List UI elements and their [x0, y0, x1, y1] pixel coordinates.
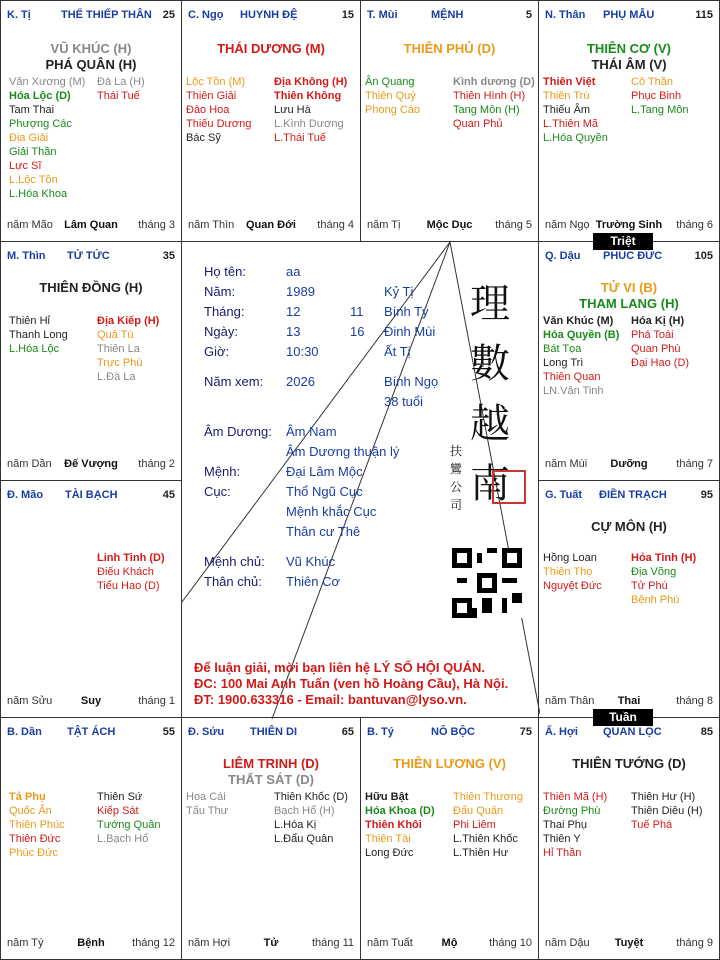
palace-text: Mộ [441, 937, 458, 949]
star-name: Trực Phù [97, 357, 143, 369]
palace-text: tháng 7 [676, 458, 713, 470]
star-name: Phá Toái [631, 329, 674, 341]
palace-text: Họ tên: [204, 264, 246, 279]
star-name: Tang Môn (H) [453, 104, 520, 116]
star-name: Phong Cáo [365, 104, 421, 116]
palace-mui[interactable] [360, 0, 539, 242]
palace-text: 16 [350, 324, 365, 339]
star-name: Bác Sỹ [186, 132, 221, 144]
star-name: Thiên Y [543, 833, 581, 845]
palace-text: tháng 3 [138, 219, 175, 231]
palace-text: Mệnh: [204, 464, 241, 479]
star-name: Hóa Quyền (B) [543, 329, 620, 341]
star-name: Hỉ Thần [543, 847, 582, 859]
palace-text: năm Tị [367, 219, 401, 231]
star-name: Long Đức [365, 847, 414, 859]
palace-text: Đ. Sửu [188, 726, 225, 738]
palace-text [631, 790, 703, 832]
star-name: Hoa Cái [186, 791, 226, 803]
star-name: L.Tang Môn [631, 104, 689, 116]
palace-text: Mệnh khắc Cục [286, 504, 377, 519]
palace-text [274, 75, 347, 145]
palace-text: Đại Lâm Mộc [286, 464, 363, 479]
palace-text: Tháng: [204, 304, 245, 319]
palace-text [186, 75, 251, 145]
star-name: Tấu Thư [186, 805, 229, 817]
palace-text: Bính Ngọ [384, 374, 439, 389]
palace-age: 25 [162, 9, 175, 21]
star-name: Tuế Phá [631, 819, 673, 831]
palace-text: năm Thìn [188, 219, 235, 231]
red-seal-icon [492, 470, 526, 504]
star-name: Thiên Thọ [543, 566, 593, 578]
star-name: Thiên Việt [543, 76, 596, 88]
palace-text: 5 [525, 9, 532, 21]
star-name: Thiên Quan [543, 371, 601, 383]
palace-text: năm Mùi [545, 458, 588, 470]
palace-text [543, 790, 607, 860]
palace-text: MỆNH [431, 9, 464, 21]
palace-suu[interactable] [181, 717, 361, 960]
palace-text: 2026 [286, 374, 315, 389]
star-name: Lộc Tồn (M) [186, 76, 246, 88]
star-name: Văn Xương (M) [9, 76, 86, 88]
palace-text: C. Ngọ [188, 9, 224, 21]
calligraphy-char: 南 [470, 461, 510, 507]
star-name: Tử Phù [631, 580, 668, 592]
star-name: L.Thái Tuế [274, 132, 326, 144]
star-name: Ân Quang [365, 76, 415, 88]
star-name: Hóa Kị (H) [631, 315, 685, 327]
palace-text: THIÊN PHỦ (D) [403, 41, 496, 56]
palace-text: Đ. Mão [7, 489, 44, 501]
star-name: Thanh Long [9, 329, 68, 341]
palace-text: Thân chủ: [204, 574, 262, 589]
palace-text: Ấ. Hợi [545, 726, 578, 738]
palace-text: THIÊN LƯƠNG (V) [393, 756, 506, 771]
palace-ngo[interactable] [181, 0, 361, 242]
palace-than[interactable] [538, 0, 720, 242]
palace-text: năm Mão [7, 219, 53, 231]
minor-stars-right [97, 75, 145, 103]
palace-text: THIÊN ĐỒNG (H) [39, 280, 143, 295]
palace-text: năm Dậu [545, 937, 590, 949]
star-name: Đại Hao (D) [631, 357, 690, 369]
palace-text: Q. Dậu [545, 250, 581, 262]
star-name: L.Thiên Hư [453, 847, 509, 859]
star-name: Thiên Thương [453, 791, 524, 803]
palace-text: Kỷ Tị [384, 284, 414, 299]
palace-text: CỰ MÔN (H) [591, 519, 667, 534]
palace-text [453, 75, 535, 131]
star-name: Tiểu Hao (D) [97, 580, 160, 592]
star-name: L.Hóa Quyền [543, 132, 608, 144]
palace-text [453, 790, 523, 860]
star-name: Thiếu Dương [186, 118, 252, 130]
palace-text: Suy [80, 695, 102, 707]
star-name: Thiên Hỉ [9, 315, 50, 327]
star-name: L.Lộc Tồn [9, 174, 58, 186]
palace-tuat[interactable] [538, 480, 720, 718]
palace-text [274, 790, 348, 846]
palace-text: Vũ Khúc [286, 554, 336, 569]
palace-text: NÔ BỘC [431, 726, 475, 738]
star-name: Linh Tinh (D) [97, 552, 165, 564]
star-name: Thiên Tài [365, 833, 411, 845]
palace-text: Thân cư Thê [286, 524, 361, 539]
palace-text: Mộc Dục [426, 219, 473, 231]
star-name: Đẩu Quân [453, 805, 504, 817]
star-name: Phục Binh [631, 90, 682, 102]
calligraphy-char: 理 [470, 281, 510, 327]
palace-text: THIÊN DI [250, 726, 298, 738]
palace-text: TỬ TỨC [67, 250, 110, 262]
palace-thin[interactable] [0, 241, 182, 481]
star-name: Lực Sĩ [9, 160, 42, 172]
palace-text: tháng 1 [138, 695, 175, 707]
star-name: L.Đẩu Quân [274, 833, 334, 845]
palace-text [9, 790, 65, 860]
star-name: Bạch Hổ (H) [274, 805, 335, 817]
palace-text: Tuyệt [614, 937, 644, 949]
palace-text: Năm: [204, 284, 236, 299]
star-name: Bát Tọa [543, 343, 582, 355]
palace-text [543, 314, 619, 398]
palace-text: Trường Sinh [595, 219, 663, 231]
palace-text: tháng 11 [311, 937, 354, 949]
palace-text: THẤT SÁT (D) [228, 772, 314, 787]
star-name: Địa Giải [9, 132, 49, 144]
star-name: Tả Phụ [9, 791, 46, 803]
star-name: Thai Phụ [543, 819, 588, 831]
palace-text: Âm Dương: [204, 424, 272, 439]
star-name: Quốc Ấn [9, 805, 52, 817]
palace-text: 11 [350, 304, 364, 319]
palace-text: 65 [341, 726, 354, 738]
palace-text [97, 790, 161, 846]
palace-text: B. Tý [367, 726, 394, 738]
palace-text: tháng 2 [138, 458, 175, 470]
star-name: Điếu Khách [97, 566, 154, 578]
palace-text: Tử [263, 937, 279, 949]
palace-dau[interactable] [538, 241, 720, 481]
palace-text: năm Tý [7, 937, 44, 949]
star-name: Thiên Mã (H) [543, 791, 608, 803]
palace-ty[interactable] [360, 717, 539, 960]
star-name: Hóa Lộc (D) [9, 90, 71, 102]
palace-text: tháng 6 [676, 219, 713, 231]
star-name: Kình dương (D) [453, 76, 535, 88]
star-name: Nguyệt Đức [543, 580, 602, 592]
palace-text: Âm Dương thuận lý [286, 444, 400, 459]
palace-text: 15 [341, 9, 354, 21]
palace-text: THIÊN TƯỚNG (D) [572, 756, 686, 771]
palace-text: năm Dần [7, 458, 52, 470]
palace-text [9, 314, 68, 356]
palace-text [365, 75, 420, 117]
star-name: Phúc Đức [9, 847, 58, 859]
star-name: LN.Văn Tinh [543, 385, 604, 397]
star-name: L.Đà La [97, 371, 136, 383]
star-name: Thiên Hư (H) [631, 791, 696, 803]
palace-text: THAM LANG (H) [579, 296, 679, 311]
star-name: Hóa Khoa (D) [365, 805, 435, 817]
palace-text: Ngày: [204, 324, 238, 339]
palace-text: Giờ: [204, 344, 230, 359]
contact-phone: ĐT: 1900.633316 - Email: bantuvan@lyso.vn. [194, 692, 467, 707]
star-name: Quan Phù [631, 343, 681, 355]
palace-text: QUAN LỘC [603, 726, 662, 738]
palace-text: PHÚC ĐỨC [603, 250, 663, 262]
palace-text: THÁI ÂM (V) [591, 57, 667, 72]
palace-position: THỂ THIẾP THÂN [61, 9, 152, 21]
palace-text: Thai [617, 695, 641, 707]
palace-text [543, 551, 602, 593]
palace-text: Bính Tý [384, 304, 429, 319]
palace-text: Bệnh [77, 937, 105, 949]
palace-text: tháng 10 [489, 937, 532, 949]
star-name: Thiên Khốc (D) [274, 791, 348, 803]
star-name: L.Hóa Khoa [9, 188, 68, 200]
palace-text: tháng 9 [676, 937, 713, 949]
palace-dan[interactable] [0, 717, 182, 960]
palace-hoi[interactable] [538, 717, 720, 960]
star-name: Hỏa Tinh (H) [631, 552, 697, 564]
palace-text: 95 [700, 489, 713, 501]
palace-text: T. Mùi [367, 9, 398, 21]
star-name: Thiên Phúc [9, 819, 65, 831]
palace-text: Dưỡng [610, 458, 648, 470]
minor-stars-left [9, 75, 85, 201]
palace-text: năm Sửu [7, 695, 53, 707]
star-name: Thiên La [97, 343, 140, 355]
palace-text: 75 [519, 726, 532, 738]
star-name: Thiếu Âm [543, 104, 591, 116]
palace-text: TẬT ÁCH [67, 726, 116, 738]
palace-text [543, 75, 608, 145]
palace-text: Ất Tị [384, 344, 411, 359]
palace-text: năm Ngọ [545, 219, 590, 231]
main-star-1: VŨ KHÚC (H) [50, 41, 132, 56]
palace-text: tháng 12 [132, 937, 175, 949]
tuan-tag: Tuần [593, 709, 653, 726]
palace-text: M. Thìn [7, 250, 46, 262]
palace-text [365, 790, 435, 860]
palace-text: 115 [695, 9, 713, 21]
qr-code-icon[interactable] [452, 548, 522, 618]
palace-text: ĐIỀN TRẠCH [599, 489, 667, 501]
star-name: L.Kình Dương [274, 118, 344, 130]
star-name: Đào Hoa [186, 104, 230, 116]
palace-text: 38 tuổi [384, 394, 424, 409]
star-name: Thiên Không [274, 90, 342, 102]
star-name: Địa Không (H) [274, 76, 348, 88]
star-name: Kiếp Sát [97, 805, 139, 817]
star-name: Thái Tuế [97, 90, 140, 102]
center-info-panel [181, 241, 539, 718]
palace-text: năm Thân [545, 695, 595, 707]
calligraphy-char: 數 [470, 341, 510, 387]
palace-text [186, 790, 228, 818]
star-name: Thiên Đức [9, 833, 61, 845]
palace-text: 45 [162, 489, 175, 501]
palace-text: 12 [286, 304, 301, 319]
palace-text: tháng 8 [676, 695, 713, 707]
star-name: Hồng Loan [543, 552, 597, 564]
star-name: Thiên Hình (H) [453, 90, 526, 102]
palace-text: TỬ VI (B) [600, 280, 658, 295]
palace-mao[interactable] [0, 480, 182, 718]
palace-text: 35 [162, 250, 175, 262]
palace-text: LIÊM TRINH (D) [222, 756, 320, 771]
star-name: Hữu Bật [365, 791, 409, 803]
calligraphy-char: 越 [470, 401, 510, 447]
palace-text [631, 314, 689, 370]
palace-text: tháng 5 [495, 219, 532, 231]
star-name: Long Trì [543, 357, 584, 369]
palace-text: Âm Nam [286, 424, 337, 439]
palace-text: Thổ Ngũ Cục [286, 484, 363, 499]
palace-text: tháng 4 [317, 219, 354, 231]
star-name: Cô Thần [631, 76, 673, 88]
palace-text [631, 75, 688, 117]
palace-text: Năm xem: [204, 374, 264, 389]
palace-text [97, 551, 165, 593]
star-name: Tướng Quân [97, 819, 161, 831]
star-name: Thiên Khôi [365, 819, 422, 831]
palace-text: Cục: [204, 484, 231, 499]
star-name: L.Thiên Khốc [453, 833, 518, 845]
palace-text: 10:30 [286, 344, 319, 359]
star-name: Bệnh Phù [631, 594, 680, 606]
contact-note: Để luận giải, mời bạn liên hệ LÝ SỐ HỘI QUÁN. [194, 660, 485, 675]
star-name: Quan Phủ [453, 118, 503, 130]
star-name: Đường Phù [543, 805, 601, 817]
palace-text: PHỤ MẪU [603, 9, 655, 21]
star-name: Phượng Các [9, 118, 72, 130]
palace-text: Quan Đới [246, 219, 296, 231]
star-name: Văn Khúc (M) [543, 315, 614, 327]
star-name: L.Bạch Hổ [97, 833, 149, 845]
star-name: Thiên Giải [186, 90, 237, 102]
star-name: Thiên Trù [543, 90, 590, 102]
palace-text: năm Hợi [188, 937, 231, 949]
palace-text [97, 314, 159, 384]
palace-text: năm Tuất [367, 937, 413, 949]
star-name: L.Thiên Mã [543, 118, 599, 130]
star-name: Quả Tú [97, 329, 134, 341]
main-star-2: PHÁ QUÂN (H) [45, 57, 137, 72]
palace-text: THÁI DƯƠNG (M) [217, 41, 325, 56]
palace-text: 1989 [286, 284, 315, 299]
palace-text: G. Tuất [545, 489, 583, 501]
palace-text: aa [286, 264, 301, 279]
star-name: Lưu Hà [274, 104, 311, 116]
palace-ti[interactable] [0, 0, 182, 242]
palace-text: Thiên Cơ [286, 574, 341, 589]
star-name: Địa Võng [631, 566, 677, 578]
star-name: Đà La (H) [97, 76, 145, 88]
palace-text: Đế Vượng [64, 458, 118, 470]
contact-address: ĐC: 100 Mai Anh Tuấn (ven hồ Hoàng Cầu), Hà Nội. [194, 676, 509, 691]
palace-branch: K. Tị [7, 9, 31, 21]
star-name: L.Hóa Lộc [9, 343, 60, 355]
star-name: Địa Kiếp (H) [97, 315, 160, 327]
star-name: Tam Thai [9, 104, 55, 116]
seal-text: 扶鸞公司 [450, 444, 463, 512]
star-name: L.Hóa Kị [274, 819, 317, 831]
palace-text: Đinh Mùi [384, 324, 436, 339]
star-name: Thiên Quý [365, 90, 416, 102]
star-name: Giải Thần [9, 146, 57, 158]
star-name: Thiên Sứ [97, 791, 143, 803]
palace-text: 105 [694, 250, 713, 262]
star-name: Phi Liêm [453, 819, 496, 831]
palace-text: 55 [162, 726, 175, 738]
palace-text: B. Dần [7, 726, 42, 738]
palace-text: N. Thân [545, 9, 586, 21]
palace-text: TÀI BẠCH [65, 489, 118, 501]
palace-text: Lâm Quan [64, 219, 118, 231]
palace-text: Mệnh chủ: [204, 554, 265, 569]
triet-tag: Triệt [593, 233, 653, 250]
palace-text [631, 551, 696, 607]
palace-text: 85 [700, 726, 713, 738]
palace-text: HUYNH ĐỆ [240, 9, 298, 21]
palace-text: 13 [286, 324, 301, 339]
palace-text: THIÊN CƠ (V) [586, 41, 672, 56]
star-name: Thiên Diêu (H) [631, 805, 703, 817]
